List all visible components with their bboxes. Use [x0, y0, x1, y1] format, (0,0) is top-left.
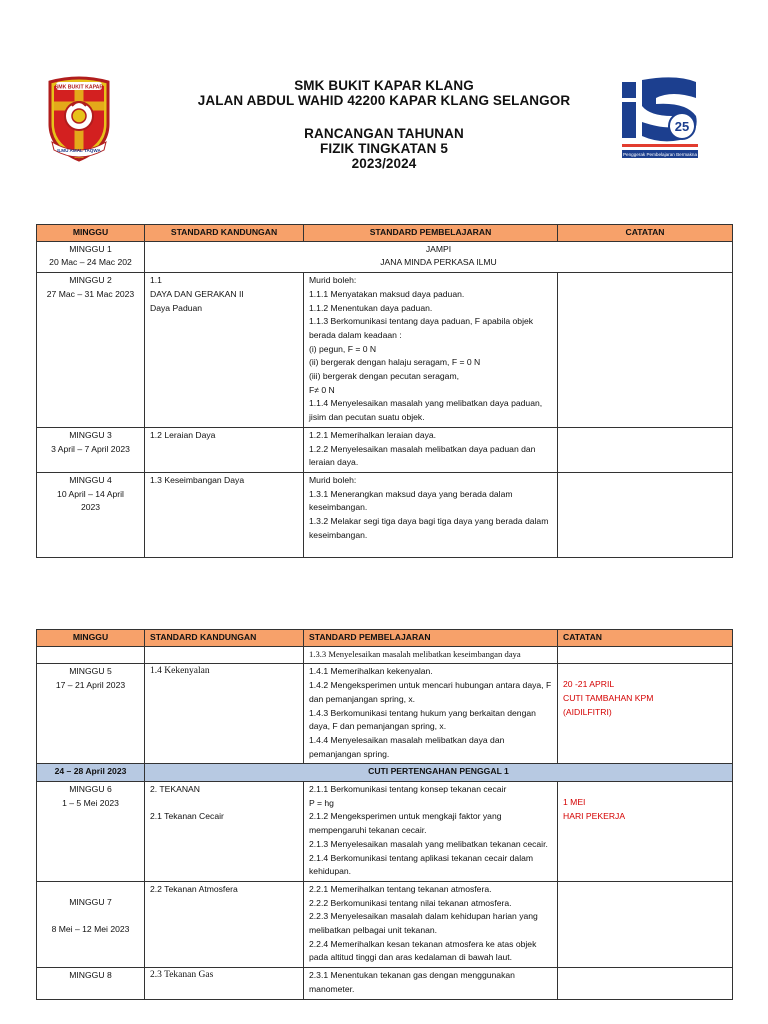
note-line: 20 -21 APRIL: [563, 679, 615, 690]
sp-line: 2.3.1 Menentukan tekanan gas dengan menggunakan manometer.: [309, 970, 515, 994]
col-header-standard-kandungan: STANDARD KANDUNGAN: [145, 630, 304, 647]
standard-kandungan-cell: 2.3 Tekanan Gas: [145, 968, 304, 999]
standard-kandungan-cell: 1.3 Keseimbangan Daya: [145, 472, 304, 558]
week-dates: 27 Mac – 31 Mac 2023: [46, 288, 135, 299]
note-line: 1 MEI: [563, 797, 586, 808]
plan-table-1: [36, 224, 733, 558]
week-cell: [37, 646, 145, 664]
holiday-dates: 24 – 28 April 2023: [37, 764, 145, 782]
plan-table-2: [36, 629, 733, 1000]
sp-line: (iii) bergerak dengan pecutan seragam,: [309, 371, 460, 382]
sp-line: 1.4.4 Menyelesaikan masalah melibatkan daya dan pemanjangan spring.: [309, 734, 505, 759]
table-header-row: [37, 225, 733, 242]
svg-text:SMK BUKIT KAPAR: SMK BUKIT KAPAR: [54, 84, 104, 91]
note-line: HARI PEKERJA: [563, 810, 626, 821]
col-header-standard-pembelajaran: STANDARD PEMBELAJARAN: [304, 225, 558, 242]
sp-line: 2.2.2 Berkomunikasi tentang nilai tekanan atmosfera.: [309, 897, 512, 908]
table-row: [37, 782, 733, 882]
week-cell: [37, 881, 145, 967]
svg-text:ILMU AMAL TAQWA: ILMU AMAL TAQWA: [57, 148, 101, 153]
sp-line: Murid boleh:: [309, 474, 357, 485]
sp-line: P = hg: [309, 797, 334, 808]
week-dates: 8 Mei – 12 Mei 2023: [51, 923, 130, 934]
activity-title: JAMPI: [425, 243, 452, 254]
document-title: RANCANGAN TAHUNAN: [304, 126, 464, 141]
standard-kandungan-cell: 1.2 Leraian Daya: [145, 427, 304, 472]
week-cell: [37, 241, 145, 272]
col-header-catatan: CATATAN: [558, 630, 733, 647]
week-dates: 20 Mac – 24 Mac 202: [49, 257, 132, 268]
catatan-cell: [558, 472, 733, 558]
table-header-row: [37, 630, 733, 647]
col-header-standard-pembelajaran: STANDARD PEMBELAJARAN: [304, 630, 558, 647]
week-dates: 3 April – 7 April 2023: [51, 443, 130, 454]
week-label: MINGGU 7: [69, 896, 112, 907]
svg-text:25: 25: [674, 119, 690, 134]
standard-kandungan-cell: 1.4 Kekenyalan: [145, 664, 304, 764]
week-label: MINGGU 1: [69, 243, 112, 254]
week-label: MINGGU 5: [69, 666, 112, 677]
sp-line: 2.1.2 Mengeksperimen untuk mengkaji faktor yang mempengaruhi tekanan cecair.: [309, 811, 502, 836]
col-header-minggu: MINGGU: [37, 630, 145, 647]
week-cell: [37, 472, 145, 558]
sp-line: 1.1.4 Menyelesaikan masalah yang melibatkan daya paduan, jisim dan pecutan suatu objek.: [309, 398, 543, 423]
sp-line: 2.1.4 Berkomunikasi tentang aplikasi tekanan cecair dalam kehidupan.: [309, 852, 534, 877]
week-cell: [37, 273, 145, 428]
standard-pembelajaran-cell: [304, 427, 558, 472]
subject-title: FIZIK TINGKATAN 5: [320, 141, 448, 156]
week-cell: [37, 427, 145, 472]
activity-cell: [145, 241, 733, 272]
week-label: MINGGU 4: [69, 474, 112, 485]
table-row: [37, 646, 733, 664]
standard-kandungan-cell: 2.2 Tekanan Atmosfera: [145, 881, 304, 967]
sp-line: 1.4.1 Memerihalkan kekenyalan.: [309, 666, 433, 677]
col-header-minggu: MINGGU: [37, 225, 145, 242]
school-name: SMK BUKIT KAPAR KLANG: [294, 78, 474, 93]
sp-line: 2.2.4 Memerihalkan kesan tekanan atmosfera ke atas objek pada altitud tinggi dan aras kedalaman di bawah laut.: [309, 938, 537, 963]
catatan-cell: [558, 664, 733, 764]
standard-kandungan-cell: [145, 646, 304, 664]
sk-line: 2.1 Tekanan Cecair: [150, 810, 224, 821]
table-row: [37, 968, 733, 999]
standard-pembelajaran-cell: [304, 782, 558, 882]
week-label: MINGGU 6: [69, 784, 112, 795]
table-row: [37, 472, 733, 558]
table-row: [37, 881, 733, 967]
week-label: MINGGU 2: [69, 275, 112, 286]
sk-line: 1.1: [150, 275, 162, 286]
week-cell: [37, 968, 145, 999]
sp-line: 1.3.1 Menerangkan maksud daya yang berada dalam keseimbangan.: [309, 488, 513, 513]
activity-subtitle: JANA MINDA PERKASA ILMU: [380, 257, 497, 268]
standard-pembelajaran-cell: [304, 472, 558, 558]
standard-pembelajaran-cell: [304, 881, 558, 967]
catatan-cell: [558, 427, 733, 472]
catatan-cell: [558, 646, 733, 664]
sp-line: (ii) bergerak dengan halaju seragam, F = 0 N: [309, 357, 481, 368]
sp-line: 1.4.2 Mengeksperimen untuk mencari hubungan antara daya, F dan pemanjangan spring, x.: [309, 680, 552, 704]
table-row: [37, 427, 733, 472]
week-label: MINGGU 8: [69, 970, 112, 981]
sp-line: 1.4.3 Berkomunikasi tentang hukum yang berkaitan dengan daya, F dan pemanjangan spring, x.: [309, 707, 536, 732]
week-dates: 17 – 21 April 2023: [55, 680, 126, 691]
sp-line: 2.1.1 Berkomunikasi tentang konsep tekanan cecair: [309, 784, 507, 795]
sp-line: F≠ 0 N: [309, 384, 335, 395]
sk-line: 2. TEKANAN: [150, 784, 200, 795]
week-cell: [37, 782, 145, 882]
sp-line: 1.1.2 Menentukan daya paduan.: [309, 302, 433, 313]
holiday-label: CUTI PERTENGAHAN PENGGAL 1: [145, 764, 733, 782]
sp-line: 1.3.2 Melakar segi tiga daya bagi tiga daya yang berada dalam keseimbangan.: [309, 516, 549, 540]
catatan-cell: [558, 782, 733, 882]
standard-pembelajaran-cell: [304, 664, 558, 764]
standard-pembelajaran-cell: [304, 968, 558, 999]
document-header: [0, 78, 768, 171]
sp-line: 1.2.1 Memerihalkan leraian daya.: [309, 429, 437, 440]
catatan-cell: [558, 881, 733, 967]
sp-line: Murid boleh:: [309, 275, 357, 286]
week-dates: 1 – 5 Mei 2023: [62, 797, 119, 808]
sp-line: 1.2.2 Menyelesaikan masalah melibatkan daya paduan dan leraian daya.: [309, 443, 536, 468]
sp-line: 2.2.1 Memerihalkan tentang tekanan atmosfera.: [309, 883, 492, 894]
standard-pembelajaran-cell: [304, 273, 558, 428]
table-row: [37, 664, 733, 764]
sp-line: 2.1.3 Menyelesaikan masalah yang melibatkan tekanan cecair.: [309, 838, 548, 849]
sp-line: 1.1.1 Menyatakan maksud daya paduan.: [309, 288, 465, 299]
sk-line: DAYA DAN GERAKAN II: [150, 288, 244, 299]
sk-line: Daya Paduan: [150, 302, 203, 313]
col-header-catatan: CATATAN: [558, 225, 733, 242]
table-row: [37, 241, 733, 272]
standard-pembelajaran-cell: 1.3.3 Menyelesaikan masalah melibatkan keseimbangan daya: [304, 646, 558, 664]
catatan-cell: [558, 968, 733, 999]
holiday-band-row: [37, 764, 733, 782]
sp-line: 2.2.3 Menyelesaikan masalah dalam kehidupan harian yang melibatkan pelbagai unit tekanan.: [309, 911, 538, 936]
week-cell: [37, 664, 145, 764]
note-line: (AIDILFITRI): [563, 706, 612, 717]
week-dates: 10 April – 14 April 2023: [57, 488, 124, 513]
col-header-standard-kandungan: STANDARD KANDUNGAN: [145, 225, 304, 242]
svg-text:Penggerak Pembelajaran Bermakn: Penggerak Pembelajaran Bermakna: [622, 152, 698, 157]
standard-kandungan-cell: [145, 782, 304, 882]
catatan-cell: [558, 273, 733, 428]
sp-line: 1.1.3 Berkomunikasi tentang daya paduan, F apabila objek berada dalam keadaan :: [309, 316, 534, 340]
school-address: JALAN ABDUL WAHID 42200 KAPAR KLANG SELANGOR: [197, 93, 571, 108]
academic-year: 2023/2024: [351, 156, 417, 171]
standard-kandungan-cell: [145, 273, 304, 428]
sp-line: (i) pegun, F = 0 N: [309, 343, 377, 354]
week-label: MINGGU 3: [69, 429, 112, 440]
table-row: [37, 273, 733, 428]
note-line: CUTI TAMBAHAN KPM: [563, 693, 654, 704]
